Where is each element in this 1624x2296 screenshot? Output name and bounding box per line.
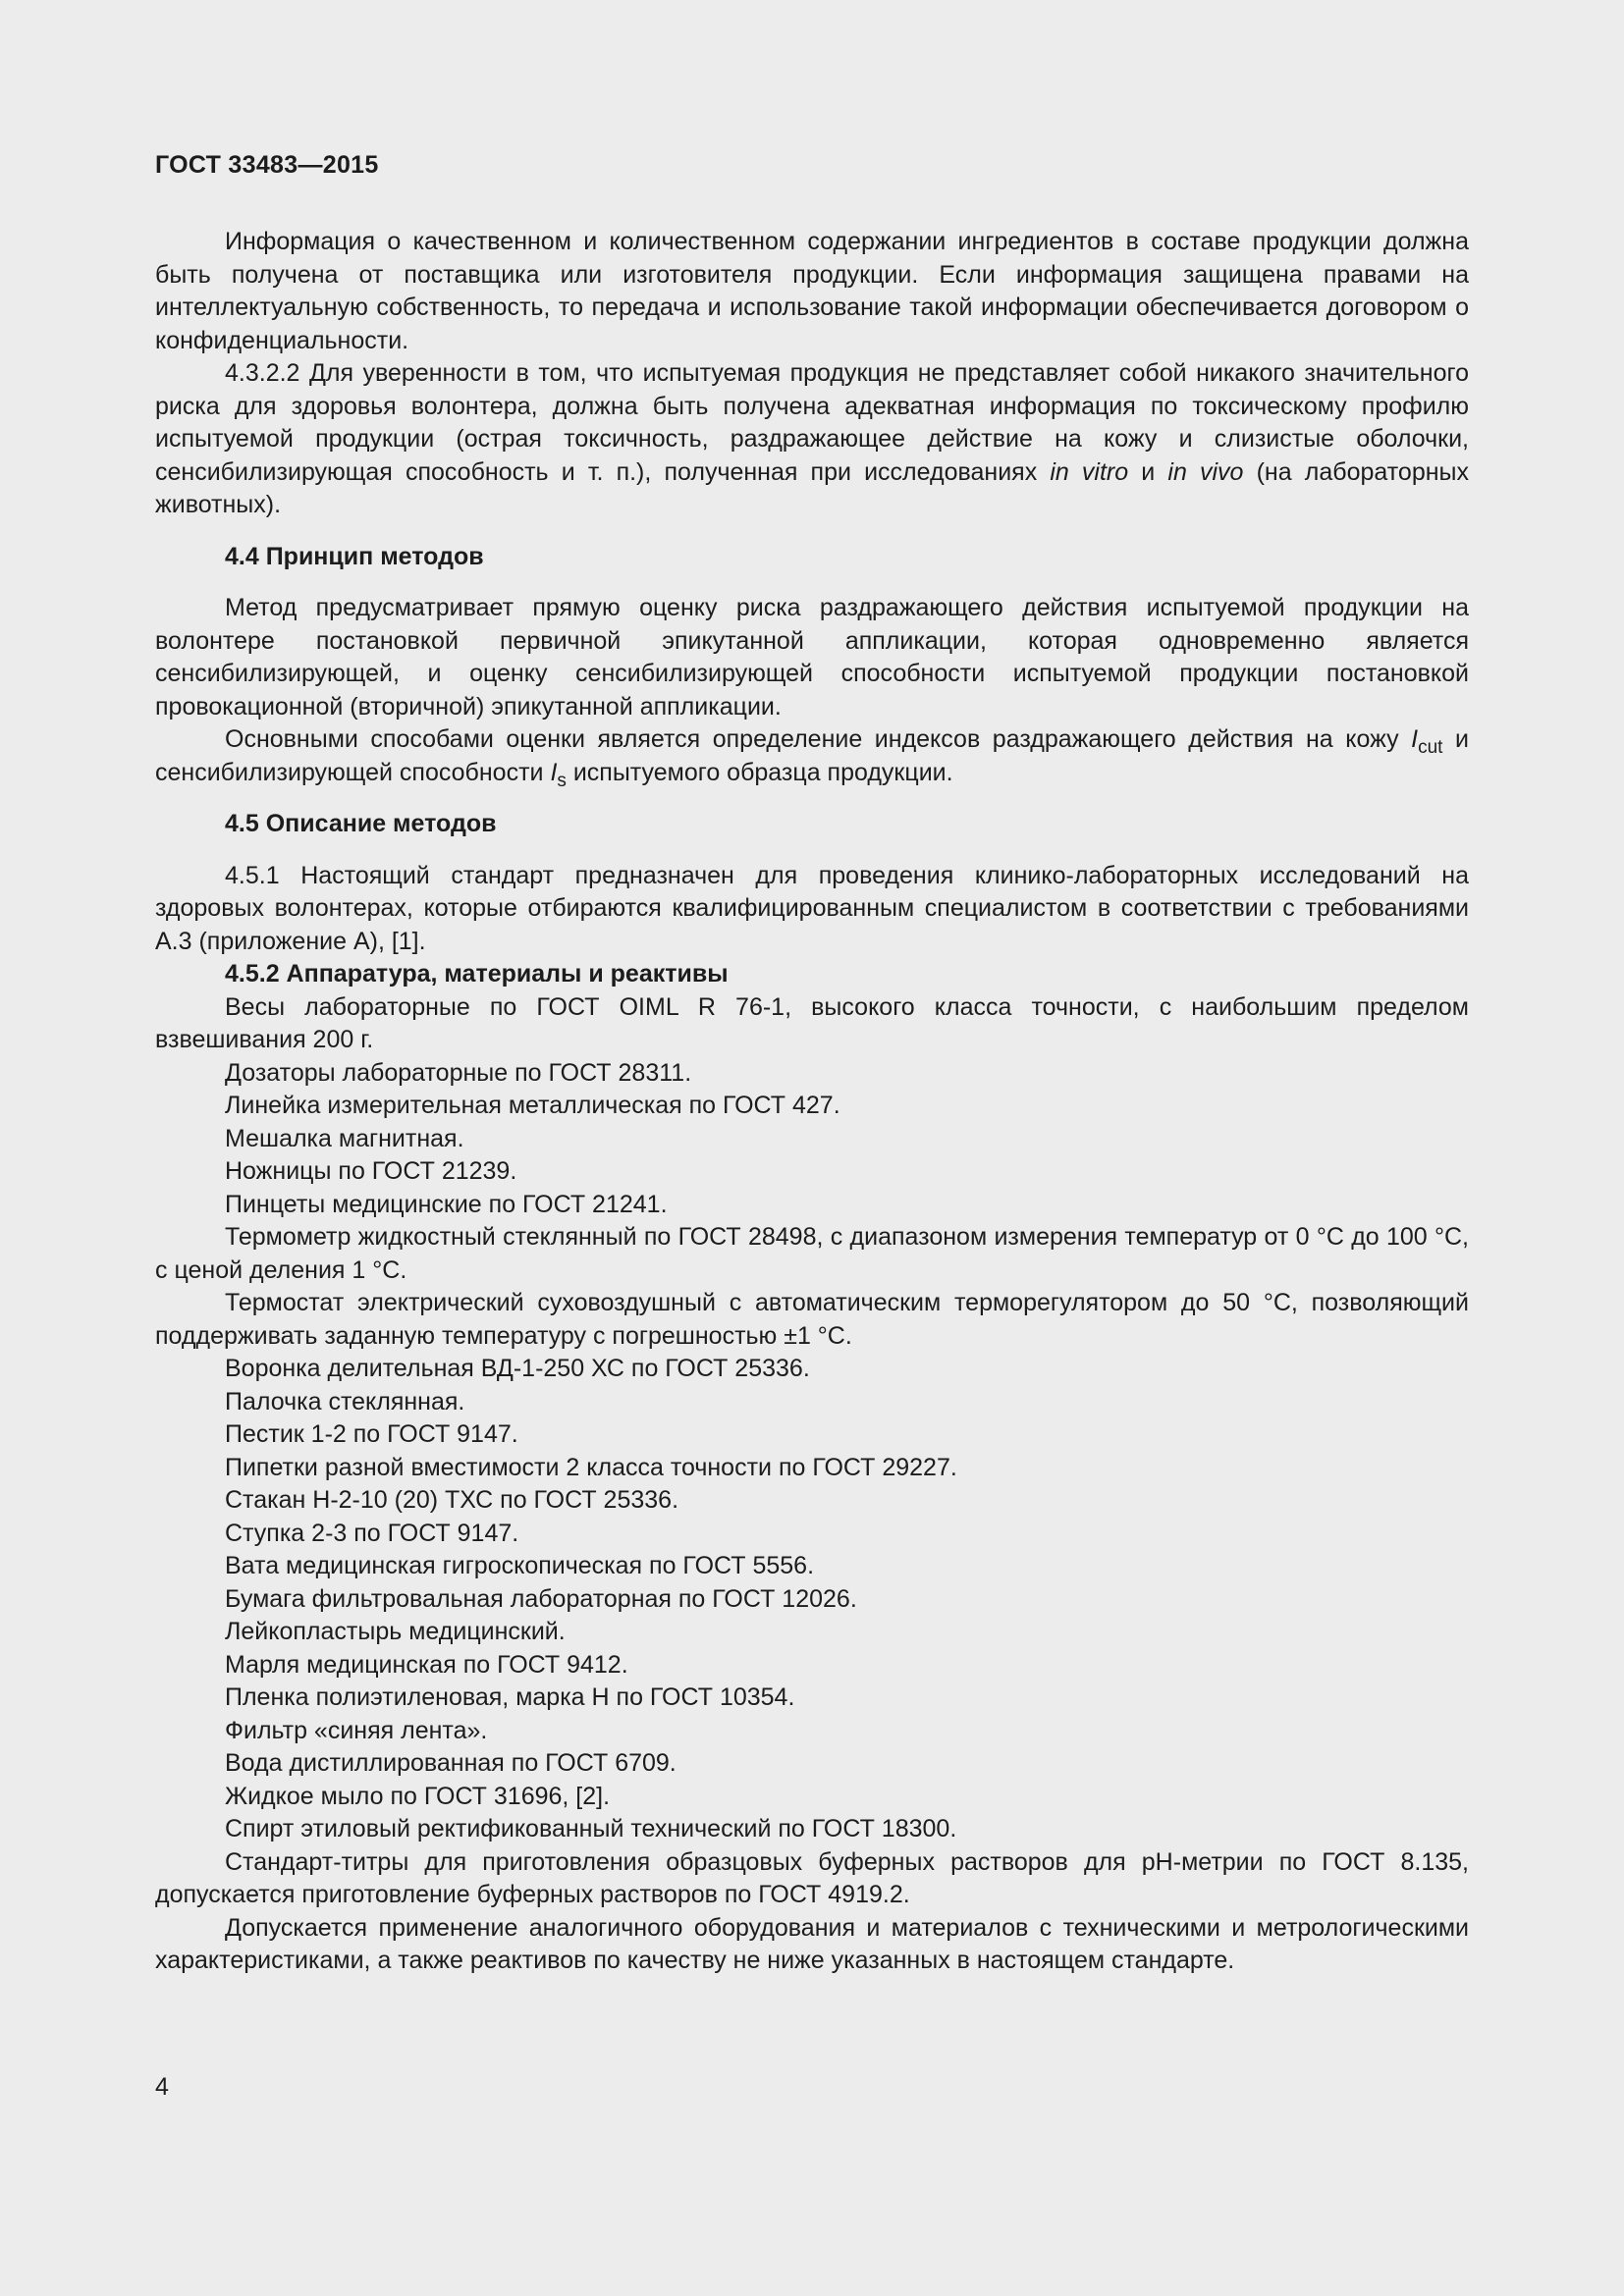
paragraph-4-3-2-2: [155, 357, 1469, 522]
term-in-vivo: in vivo: [1167, 457, 1244, 486]
paragraph-evaluation-text: Основными способами оценки является определение индексов раздражающего действия на кожу: [225, 725, 1412, 753]
list-item: Жидкое мыло по ГОСТ 31696, [2].: [225, 1782, 611, 1810]
paragraph-equivalents-allowed: Допускается применение аналогичного оборудования и материалов с техническими и метрологическими характеристиками, а также реактивов по качеству не ниже указанных в настоящем стандарте.: [155, 1913, 1469, 1974]
heading-4-4: 4.4 Принцип методов: [225, 542, 484, 570]
list-item: Лейкопластырь медицинский.: [225, 1618, 566, 1645]
index-icut-symbol: I: [1411, 725, 1419, 753]
document-body: [155, 226, 1469, 1978]
paragraph-4-3-2-2-tail: (на лабораторных животных).: [155, 457, 1469, 518]
list-item: Ножницы по ГОСТ 21239.: [225, 1157, 517, 1185]
list-item: Вата медицинская гигроскопическая по ГОСТ 5556.: [225, 1552, 815, 1579]
list-item: Пестик 1-2 по ГОСТ 9147.: [225, 1420, 518, 1448]
list-item: Термометр жидкостный стеклянный по ГОСТ 28498, с диапазоном измерения температур от 0 °С до 100 °С, с ценой деления 1 °С.: [155, 1223, 1469, 1284]
heading-4-5-2: 4.5.2 Аппаратура, материалы и реактивы: [225, 960, 729, 988]
list-item: Линейка измерительная металлическая по ГОСТ 427.: [225, 1092, 840, 1119]
list-item: Термостат электрический суховоздушный с автоматическим терморегулятором до 50 °С, позволяющий поддерживать заданную температуру с погрешностью ±1 °С.: [155, 1289, 1469, 1350]
paragraph-4-3-2-2-text: 4.3.2.2 Для уверенности в том, что испытуемая продукция не представляет собой никакого значительного риска для здоровья волонтера, должна быть получена адекватная информация по токсическому профилю испытуемой продукции (острая токсичность, раздражающее действие на кожу и слизистые оболочки, сенсибилизирующая способность и т. п.), полученная при исследованиях: [155, 359, 1469, 486]
index-is-symbol: I: [550, 758, 558, 786]
list-item: Дозаторы лабораторные по ГОСТ 28311.: [225, 1058, 692, 1087]
list-item: Весы лабораторные по ГОСТ OIML R 76-1, высокого класса точности, с наибольшим пределом взвешивания 200 г.: [155, 992, 1469, 1053]
list-item: Фильтр «синяя лента».: [225, 1716, 488, 1744]
page-number: 4: [155, 2073, 169, 2101]
list-item: Вода дистиллированная по ГОСТ 6709.: [225, 1749, 677, 1777]
index-is-subscript: s: [557, 770, 567, 791]
paragraph-evaluation-tail: испытуемого образца продукции.: [566, 758, 953, 786]
list-item: Пинцеты медицинские по ГОСТ 21241.: [225, 1190, 668, 1218]
index-icut-subscript: cut: [1418, 737, 1443, 758]
paragraph-evaluation-mid: и сенсибилизирующей способности: [155, 725, 1469, 786]
paragraph-ingredients: Информация о качественном и количественном содержании ингредиентов в составе продукции должна быть получена от поставщика или изготовителя продукции. Если информация защищена правами на интеллектуальную собственность, то передача и использование такой информации обеспечивается договором о конфиденциальности.: [155, 228, 1469, 354]
list-item: Стандарт-титры для приготовления образцовых буферных растворов для pH-метрии по ГОСТ 8.135, допускается приготовление буферных растворов по ГОСТ 4919.2.: [155, 1847, 1469, 1908]
term-in-vitro: in vitro: [1050, 457, 1129, 486]
list-item: Пипетки разной вместимости 2 класса точности по ГОСТ 29227.: [225, 1453, 957, 1481]
paragraph-4-5-1: 4.5.1 Настоящий стандарт предназначен для проведения клинико-лабораторных исследований на здоровых волонтерах, которые отбираются квалифицированным специалистом в соответствии с требованиями А.3 (приложение А), [1].: [155, 861, 1469, 955]
heading-4-5: 4.5 Описание методов: [225, 810, 497, 837]
list-item: Мешалка магнитная.: [225, 1124, 464, 1152]
paragraph-method-principle: Метод предусматривает прямую оценку риска раздражающего действия испытуемой продукции на волонтере постановкой первичной эпикутанной аппликации, которая одновременно является сенсибилизирующей, и оценку сенсибилизирующей способности испытуемой продукции постановкой провокационной (вторичной) эпикутанной аппликации.: [155, 594, 1469, 721]
paragraph-evaluation-indices: [155, 723, 1469, 789]
list-item: Спирт этиловый ректификованный технический по ГОСТ 18300.: [225, 1815, 957, 1842]
list-item: Пленка полиэтиленовая, марка Н по ГОСТ 10354.: [225, 1683, 795, 1711]
list-item: Ступка 2-3 по ГОСТ 9147.: [225, 1519, 519, 1547]
conjunction-and: и: [1128, 457, 1168, 486]
list-item: Стакан Н-2-10 (20) ТХС по ГОСТ 25336.: [225, 1486, 679, 1514]
list-item: Воронка делительная ВД-1-250 ХС по ГОСТ 25336.: [225, 1355, 810, 1382]
list-item: Марля медицинская по ГОСТ 9412.: [225, 1650, 628, 1679]
list-item: Бумага фильтровальная лабораторная по ГОСТ 12026.: [225, 1584, 857, 1613]
standard-header: ГОСТ 33483—2015: [155, 151, 379, 179]
document-page: [155, 0, 1469, 2296]
list-item: Палочка стеклянная.: [225, 1387, 465, 1415]
